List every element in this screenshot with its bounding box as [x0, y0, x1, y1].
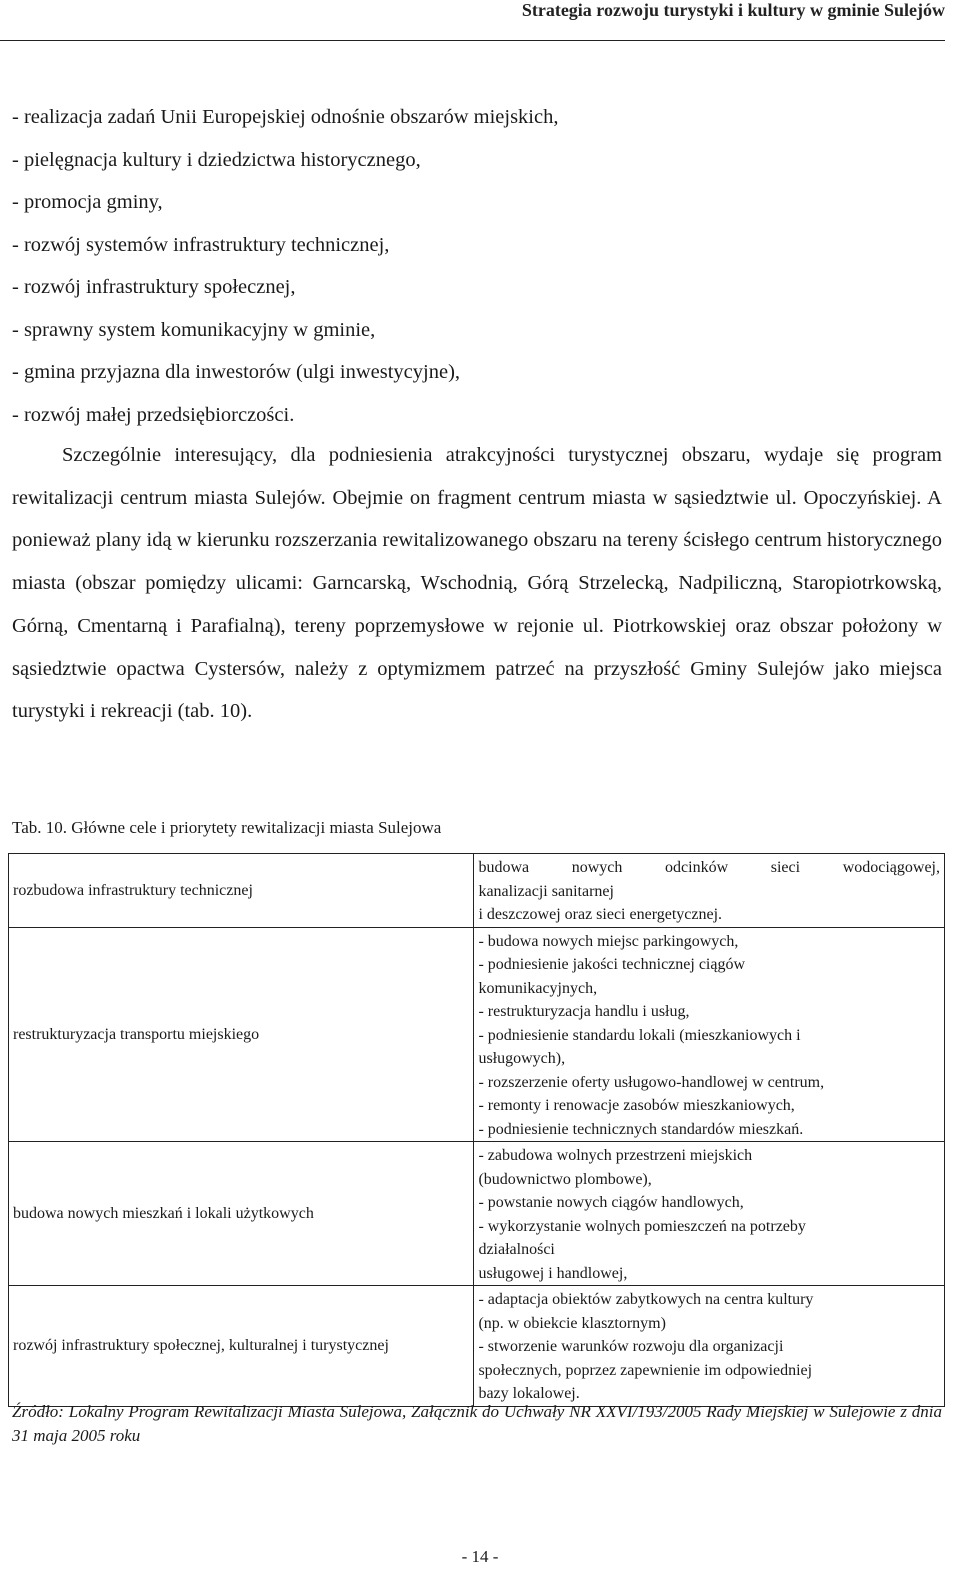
- action-line: - powstanie nowych ciągów handlowych,: [478, 1194, 744, 1211]
- revitalization-goals-table: [8, 853, 945, 1407]
- table-caption: Tab. 10. Główne cele i priorytety rewitalizacji miasta Sulejowa: [12, 818, 442, 837]
- action-line: (np. w obiekcie klasztornym): [478, 1314, 666, 1332]
- action-line: - podniesienie standardu lokali (mieszkaniowych i: [478, 1026, 801, 1044]
- action-line: bazy lokalowej.: [478, 1385, 580, 1402]
- action-line: społecznych, poprzez zapewnienie im odpowiedniej: [478, 1361, 813, 1379]
- action-line: - restrukturyzacja handlu i usług,: [478, 1003, 690, 1020]
- action-line: - stworzenie warunków rozwoju dla organizacji: [478, 1338, 784, 1355]
- action-line: komunikacyjnych,: [478, 979, 598, 997]
- list-item: - pielęgnacja kultury i dziedzictwa historycznego,: [12, 148, 421, 171]
- actions-cell: [474, 1142, 945, 1286]
- action-line: - wykorzystanie wolnych pomieszczeń na potrzeby: [478, 1217, 806, 1235]
- list-item: - realizacja zadań Unii Europejskiej odnośnie obszarów miejskich,: [12, 106, 559, 128]
- action-line: - rozszerzenie oferty usługowo-handlowej w centrum,: [478, 1073, 825, 1091]
- actions-cell: [474, 854, 945, 928]
- list-item: - rozwój małej przedsiębiorczości.: [12, 403, 295, 426]
- action-line: - adaptacja obiektów zabytkowych na centra kultury: [478, 1291, 814, 1308]
- list-item: - rozwój infrastruktury społecznej,: [12, 276, 296, 298]
- action-line: kanalizacji sanitarnej: [478, 882, 614, 900]
- action-line: - remonty i renowacje zasobów mieszkaniowych,: [478, 1097, 795, 1114]
- goal-cell: rozwój infrastruktury społecznej, kulturalnej i turystycznej: [9, 1286, 474, 1407]
- objectives-list: [12, 96, 558, 436]
- table-row: [9, 1286, 945, 1407]
- action-line: budowa nowych odcinków sieci wodociągowej,: [478, 859, 940, 876]
- action-line: (budownictwo plombowe),: [478, 1170, 652, 1188]
- goal-cell: rozbudowa infrastruktury technicznej: [9, 854, 474, 928]
- source-note: Źródło: Lokalny Program Rewitalizacji Miasta Sulejowa, Załącznik do Uchwały NR XXVI/193/2005 Rady Miejskiej w Sulejowie z dnia 31 maja 2005 roku: [12, 1402, 942, 1445]
- page-number: - 14 -: [461, 1547, 499, 1566]
- action-line: działalności: [478, 1241, 555, 1258]
- action-line: usługowej i handlowej,: [478, 1264, 628, 1282]
- action-line: - budowa nowych miejsc parkingowych,: [478, 932, 739, 950]
- table-row: [9, 854, 945, 928]
- list-item: - gmina przyjazna dla inwestorów (ulgi inwestycyjne),: [12, 361, 461, 383]
- action-line: - podniesienie technicznych standardów mieszkań.: [478, 1120, 804, 1138]
- action-line: i deszczowej oraz sieci energetycznej.: [478, 906, 723, 923]
- header-title: Strategia rozwoju turystyki i kultury w gminie Sulejów: [521, 0, 945, 20]
- page-header: [0, 0, 945, 41]
- action-line: - zabudowa wolnych przestrzeni miejskich: [478, 1147, 753, 1164]
- action-line: - podniesienie jakości technicznej ciągów: [478, 956, 746, 973]
- actions-cell: [474, 1286, 945, 1407]
- list-item: - sprawny system komunikacyjny w gminie,: [12, 318, 376, 341]
- body-paragraph: Szczególnie interesujący, dla podniesienia atrakcyjności turystycznej obszaru, wydaje się program rewitalizacji centrum miasta Sulejów. Obejmie on fragment centrum miasta w sąsiedztwie ul. Opoczyńskiej. A ponieważ plany idą w kierunku rozszerzania rewitalizowanego obszaru na tereny ścisłego centrum historycznego miasta (obszar pomiędzy ulicami: Garncarską, Wschodnią, Górą Strzelecką, Nadpiliczną, Staropiotrkowską, Górną, Cmentarną i Parafialną), tereny poprzemysłowe w rejonie ul. Piotrkowskiej oraz obszar położony w sąsiedztwie opactwa Cystersów, należy z optymizmem patrzeć na przyszłość Gminy Sulejów jako miejsca turystyki i rekreacji (tab. 10).: [12, 444, 942, 723]
- actions-cell: [474, 927, 945, 1142]
- table-row: [9, 927, 945, 1142]
- goal-cell: restrukturyzacja transportu miejskiego: [9, 927, 474, 1142]
- list-item: - rozwój systemów infrastruktury technicznej,: [12, 233, 390, 256]
- list-item: - promocja gminy,: [12, 191, 163, 213]
- goal-cell: budowa nowych mieszkań i lokali użytkowych: [9, 1142, 474, 1286]
- action-line: usługowych),: [478, 1050, 566, 1067]
- table-row: [9, 1142, 945, 1286]
